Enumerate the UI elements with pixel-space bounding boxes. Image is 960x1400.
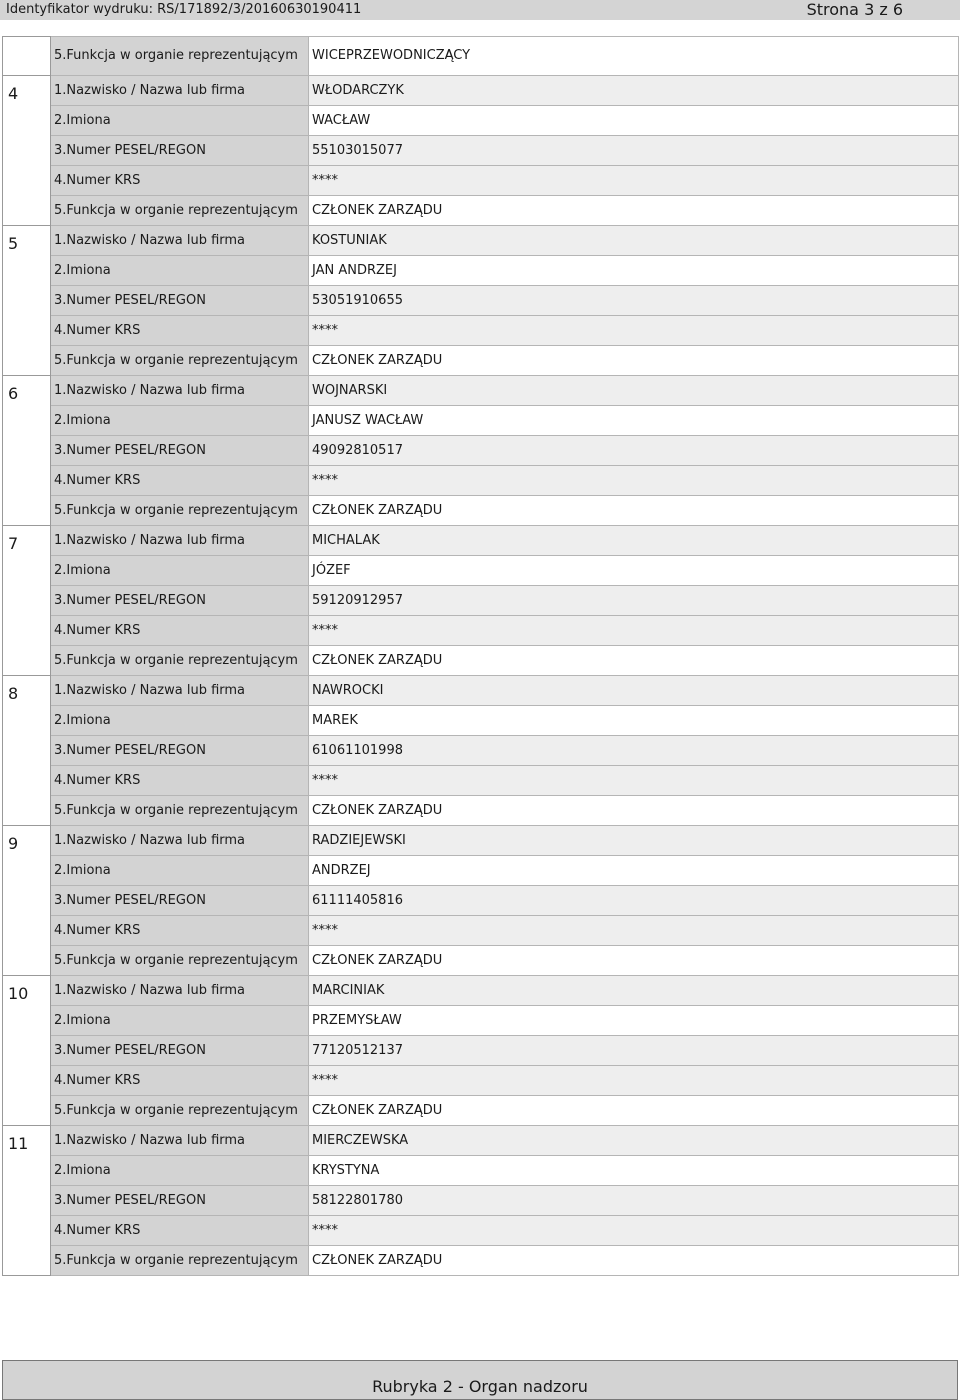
- krs-label: 4.Numer KRS: [51, 316, 309, 346]
- entry-number: 5: [3, 226, 51, 376]
- entry-number: 11: [3, 1126, 51, 1276]
- entry-row: [3, 886, 959, 916]
- given-names-value: ANDRZEJ: [309, 856, 959, 886]
- entry-number: 10: [3, 976, 51, 1126]
- name-value: MICHALAK: [309, 526, 959, 556]
- function-value: CZŁONEK ZARZĄDU: [309, 496, 959, 526]
- entry-number-cell: [3, 37, 51, 76]
- given-names-value: MAREK: [309, 706, 959, 736]
- function-value: CZŁONEK ZARZĄDU: [309, 346, 959, 376]
- name-value: MIERCZEWSKA: [309, 1126, 959, 1156]
- section-title: Rubryka 2 - Organ nadzoru: [372, 1377, 588, 1396]
- entry-row: [3, 376, 959, 406]
- entry-number: 6: [3, 376, 51, 526]
- given-names-value: JAN ANDRZEJ: [309, 256, 959, 286]
- function-label: 5.Funkcja w organie reprezentującym: [51, 346, 309, 376]
- entry-row: [3, 616, 959, 646]
- pesel-label: 3.Numer PESEL/REGON: [51, 586, 309, 616]
- print-identifier: Identyfikator wydruku: RS/171892/3/20160630190411: [6, 2, 362, 17]
- pesel-value: 58122801780: [309, 1186, 959, 1216]
- entry-row: [3, 1006, 959, 1036]
- krs-value: ****: [309, 1066, 959, 1096]
- name-label: 1.Nazwisko / Nazwa lub firma: [51, 976, 309, 1006]
- pesel-label: 3.Numer PESEL/REGON: [51, 136, 309, 166]
- print-header: [0, 0, 960, 20]
- given-names-label: 2.Imiona: [51, 706, 309, 736]
- pesel-label: 3.Numer PESEL/REGON: [51, 1036, 309, 1066]
- name-label: 1.Nazwisko / Nazwa lub firma: [51, 376, 309, 406]
- page-number: Strona 3 z 6: [806, 0, 903, 19]
- entry-row: [3, 1246, 959, 1276]
- representatives-table-body: [3, 37, 959, 1276]
- krs-value: ****: [309, 166, 959, 196]
- name-label: 1.Nazwisko / Nazwa lub firma: [51, 226, 309, 256]
- krs-label: 4.Numer KRS: [51, 1216, 309, 1246]
- entry-row: [3, 676, 959, 706]
- name-value: WŁODARCZYK: [309, 76, 959, 106]
- entry-row: [3, 826, 959, 856]
- pesel-label: 3.Numer PESEL/REGON: [51, 1186, 309, 1216]
- entry-number: 4: [3, 76, 51, 226]
- given-names-value: PRZEMYSŁAW: [309, 1006, 959, 1036]
- function-value: WICEPRZEWODNICZĄCY: [309, 37, 959, 76]
- entry-row: [3, 526, 959, 556]
- krs-value: ****: [309, 766, 959, 796]
- name-value: MARCINIAK: [309, 976, 959, 1006]
- function-label: 5.Funkcja w organie reprezentującym: [51, 37, 309, 76]
- entry-row: [3, 76, 959, 106]
- entry-row: [3, 1216, 959, 1246]
- given-names-label: 2.Imiona: [51, 1156, 309, 1186]
- krs-label: 4.Numer KRS: [51, 466, 309, 496]
- krs-value: ****: [309, 466, 959, 496]
- given-names-label: 2.Imiona: [51, 556, 309, 586]
- given-names-value: JÓZEF: [309, 556, 959, 586]
- representatives-table: [2, 36, 959, 1276]
- function-label: 5.Funkcja w organie reprezentującym: [51, 646, 309, 676]
- entry-row: [3, 586, 959, 616]
- function-value: CZŁONEK ZARZĄDU: [309, 646, 959, 676]
- function-value: CZŁONEK ZARZĄDU: [309, 946, 959, 976]
- pesel-label: 3.Numer PESEL/REGON: [51, 436, 309, 466]
- pesel-value: 53051910655: [309, 286, 959, 316]
- name-value: NAWROCKI: [309, 676, 959, 706]
- entry-row: [3, 856, 959, 886]
- function-value: CZŁONEK ZARZĄDU: [309, 796, 959, 826]
- entry-row: [3, 556, 959, 586]
- entry-row: [3, 976, 959, 1006]
- continuation-row: [3, 37, 959, 76]
- given-names-label: 2.Imiona: [51, 406, 309, 436]
- entry-row: [3, 346, 959, 376]
- given-names-label: 2.Imiona: [51, 856, 309, 886]
- name-label: 1.Nazwisko / Nazwa lub firma: [51, 76, 309, 106]
- krs-label: 4.Numer KRS: [51, 766, 309, 796]
- entry-row: [3, 436, 959, 466]
- name-value: WOJNARSKI: [309, 376, 959, 406]
- entry-number: 8: [3, 676, 51, 826]
- entry-row: [3, 736, 959, 766]
- entry-row: [3, 946, 959, 976]
- entry-row: [3, 136, 959, 166]
- name-label: 1.Nazwisko / Nazwa lub firma: [51, 676, 309, 706]
- entry-row: [3, 496, 959, 526]
- function-label: 5.Funkcja w organie reprezentującym: [51, 1096, 309, 1126]
- entry-row: [3, 706, 959, 736]
- krs-value: ****: [309, 616, 959, 646]
- pesel-label: 3.Numer PESEL/REGON: [51, 286, 309, 316]
- krs-value: ****: [309, 316, 959, 346]
- krs-value: ****: [309, 916, 959, 946]
- function-label: 5.Funkcja w organie reprezentującym: [51, 1246, 309, 1276]
- entry-row: [3, 226, 959, 256]
- entry-row: [3, 166, 959, 196]
- entry-row: [3, 196, 959, 226]
- entry-row: [3, 1156, 959, 1186]
- given-names-value: JANUSZ WACŁAW: [309, 406, 959, 436]
- name-label: 1.Nazwisko / Nazwa lub firma: [51, 1126, 309, 1156]
- entry-number: 9: [3, 826, 51, 976]
- krs-label: 4.Numer KRS: [51, 616, 309, 646]
- name-value: KOSTUNIAK: [309, 226, 959, 256]
- pesel-value: 61111405816: [309, 886, 959, 916]
- entry-row: [3, 1066, 959, 1096]
- name-label: 1.Nazwisko / Nazwa lub firma: [51, 826, 309, 856]
- krs-label: 4.Numer KRS: [51, 1066, 309, 1096]
- krs-value: ****: [309, 1216, 959, 1246]
- pesel-value: 55103015077: [309, 136, 959, 166]
- entry-row: [3, 106, 959, 136]
- pesel-label: 3.Numer PESEL/REGON: [51, 736, 309, 766]
- pesel-value: 49092810517: [309, 436, 959, 466]
- entry-row: [3, 256, 959, 286]
- function-label: 5.Funkcja w organie reprezentującym: [51, 796, 309, 826]
- function-value: CZŁONEK ZARZĄDU: [309, 1096, 959, 1126]
- name-label: 1.Nazwisko / Nazwa lub firma: [51, 526, 309, 556]
- function-label: 5.Funkcja w organie reprezentującym: [51, 496, 309, 526]
- given-names-value: WACŁAW: [309, 106, 959, 136]
- function-value: CZŁONEK ZARZĄDU: [309, 196, 959, 226]
- section-footer: [2, 1360, 958, 1400]
- pesel-label: 3.Numer PESEL/REGON: [51, 886, 309, 916]
- entry-row: [3, 1186, 959, 1216]
- entry-number: 7: [3, 526, 51, 676]
- krs-label: 4.Numer KRS: [51, 166, 309, 196]
- entry-row: [3, 916, 959, 946]
- entry-row: [3, 466, 959, 496]
- given-names-label: 2.Imiona: [51, 256, 309, 286]
- pesel-value: 61061101998: [309, 736, 959, 766]
- given-names-label: 2.Imiona: [51, 1006, 309, 1036]
- entry-row: [3, 1096, 959, 1126]
- given-names-value: KRYSTYNA: [309, 1156, 959, 1186]
- entry-row: [3, 316, 959, 346]
- entry-row: [3, 1036, 959, 1066]
- krs-label: 4.Numer KRS: [51, 916, 309, 946]
- entry-row: [3, 796, 959, 826]
- function-label: 5.Funkcja w organie reprezentującym: [51, 946, 309, 976]
- entry-row: [3, 1126, 959, 1156]
- pesel-value: 59120912957: [309, 586, 959, 616]
- given-names-label: 2.Imiona: [51, 106, 309, 136]
- entry-row: [3, 286, 959, 316]
- pesel-value: 77120512137: [309, 1036, 959, 1066]
- entry-row: [3, 406, 959, 436]
- function-value: CZŁONEK ZARZĄDU: [309, 1246, 959, 1276]
- name-value: RADZIEJEWSKI: [309, 826, 959, 856]
- entry-row: [3, 766, 959, 796]
- entry-row: [3, 646, 959, 676]
- function-label: 5.Funkcja w organie reprezentującym: [51, 196, 309, 226]
